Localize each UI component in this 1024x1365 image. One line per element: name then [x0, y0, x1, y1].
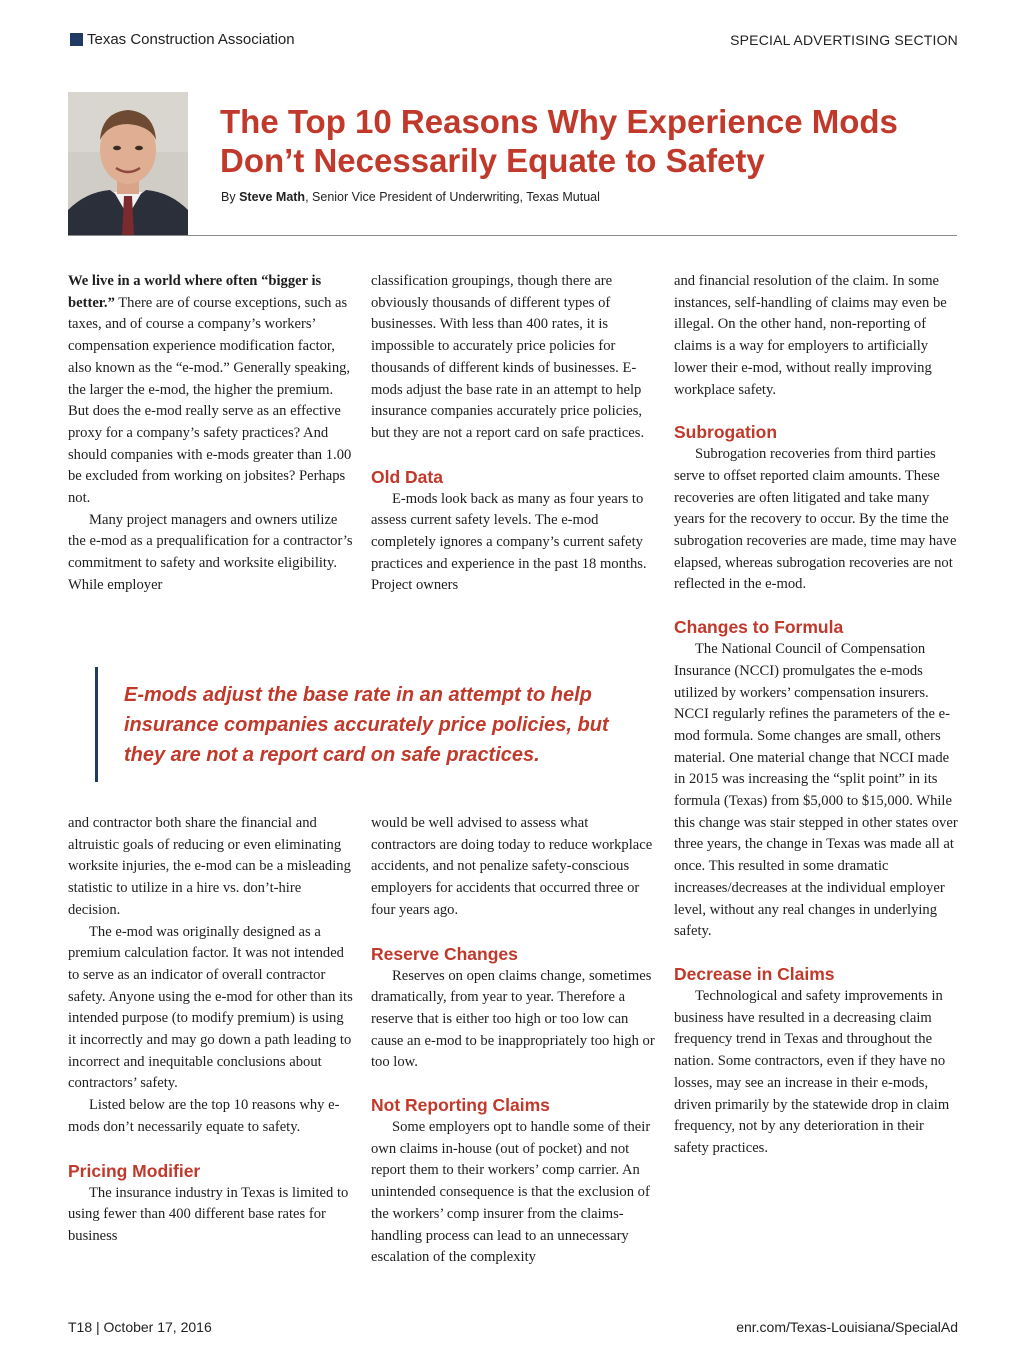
column-2-bottom — [371, 813, 656, 1269]
section-heading-not-reporting-claims: Not Reporting Claims — [371, 1095, 550, 1116]
paragraph: classification groupings, though there are obviously thousands of different types of businesses. With less than 400 rates, it is impossible to accurately price policies for thousands of different kinds of businesses. E-mods adjust the base rate in an attempt to help insurance companies accurately price policies, but they are not a report card on safe practices. — [371, 273, 645, 441]
column-2-top — [371, 271, 656, 597]
section-heading-changes-to-formula: Changes to Formula — [674, 617, 844, 638]
paragraph: Subrogation recoveries from third parties serve to offset reported claim amounts. These recoveries are often litigated and take many years for the recovery to occur. By the time the subrogation recoveries are made, time may have elapsed, whereas subrogation recoveries are not reflected in the e-mod. — [674, 446, 957, 593]
article-title-line2: Don’t Necessarily Equate to Safety — [220, 142, 765, 179]
intro-text: There are of course exceptions, such as taxes, and of course a company’s workers’ compensation experience modification factor, also known as the “e-mod.” Generally speaking, the larger the e-mod, the higher the premium. But does the e-mod really serve as an effective proxy for a company’s safety practices? And should companies with e-mods greater than 1.00 be excluded from working on jobsites? Perhaps not. — [68, 294, 352, 507]
organization-label — [70, 31, 295, 48]
section-label: SPECIAL ADVERTISING SECTION — [730, 32, 958, 48]
section-heading-old-data: Old Data — [371, 466, 443, 487]
paragraph: would be well advised to assess what contractors are doing today to reduce workplace accidents, and not penalize safety-conscious employers for accidents that occurred three or four years ago. — [371, 815, 653, 918]
article-title-line1: The Top 10 Reasons Why Experience Mods — [220, 103, 898, 140]
paragraph: The National Council of Compensation Insurance (NCCI) promulgates the e-mods utilized by workers’ compensation insurers. NCCI regularly refines the parameters of the e-mod formula. Some changes are small, others material. One material change that NCCI made in 2015 was increasing the “split point” in its formula (Texas) from $5,000 to $15,000. While this change was stair stepped in other states over three years, the change in Texas was made all at once. This resulted in some dramatic increases/decreases at the individual employer level, without any real changes in underlying safety. — [674, 641, 958, 940]
byline — [221, 190, 600, 204]
pull-quote-bar — [95, 667, 98, 782]
brand-square-icon — [70, 33, 83, 46]
intro-paragraph — [68, 271, 353, 510]
paragraph: The insurance industry in Texas is limited to using fewer than 400 different base rates for business — [68, 1184, 349, 1244]
section-heading-reserve-changes: Reserve Changes — [371, 943, 518, 964]
column-3 — [674, 271, 960, 1160]
section-heading-pricing-modifier: Pricing Modifier — [68, 1160, 201, 1181]
author-role: , Senior Vice President of Underwriting, Texas Mutual — [305, 190, 600, 204]
intro-lead: We live in a world where often “bigger is better.” — [68, 273, 322, 311]
author-name: Steve Math — [239, 190, 306, 204]
paragraph: Technological and safety improvements in business have resulted in a decreasing claim frequency trend in Texas and throughout the nation. Some contractors, even if they have no losses, may see an increase in their e-mods, driven primarily by the statewide drop in claim frequency, not by any deterioration in their safety practices. — [674, 987, 950, 1156]
article-title — [220, 102, 960, 180]
paragraph: Many project managers and owners utilize the e-mod as a prequalification for a contractor’s commitment to safety and worksite eligibility. While employer — [68, 511, 353, 593]
header-divider — [68, 235, 957, 236]
footer-url[interactable]: enr.com/Texas-Louisiana/SpecialAd — [736, 1319, 958, 1335]
portrait-illustration — [68, 92, 188, 235]
paragraph: Reserves on open claims change, sometimes dramatically, from year to year. Therefore a reserve that is either too high or too low can cause an e-mod to be inappropriately too high or too low. — [371, 967, 655, 1071]
paragraph: The e-mod was originally designed as a premium calculation factor. It was not intended to serve as an indicator of overall contractor safety. Anyone using the e-mod for other than its intended purpose (to modify premium) is using it incorrectly and may go down a path leading to incorrect and inequitable conclusions about contractors’ safety. — [68, 923, 353, 1092]
paragraph: Some employers opt to handle some of their own claims in-house (out of pocket) and not report them to their workers’ comp carrier. An unintended consequence is that the exclusion of the workers’ comp insurer from the claims-handling process can lead to an unnecessary escalation of the complexity — [371, 1119, 651, 1266]
pull-quote: E-mods adjust the base rate in an attempt to help insurance companies accurately price policies, but they are not a report card on safe practices. — [124, 684, 609, 766]
page-number-date: T18 | October 17, 2016 — [68, 1319, 212, 1335]
paragraph: and financial resolution of the claim. In some instances, self-handling of claims may even be illegal. On the other hand, non-reporting of claims is a way for employers to artificially lower their e-mod, without really improving workplace safety. — [674, 273, 947, 398]
column-1-top — [68, 271, 353, 597]
paragraph: E-mods look back as many as four years to assess current safety levels. The e-mod completely ignores a company’s current safety practices and experience in the past 18 months. Project owners — [371, 490, 647, 594]
author-portrait — [68, 92, 188, 235]
column-1-bottom — [68, 813, 353, 1248]
organization-name: Texas Construction Association — [87, 31, 295, 48]
paragraph: Listed below are the top 10 reasons why e-mods don’t necessarily equate to safety. — [68, 1097, 340, 1135]
section-heading-decrease-in-claims: Decrease in Claims — [674, 963, 835, 984]
paragraph: and contractor both share the financial and altruistic goals of reducing or even eliminating worksite injuries, the e-mod can be a misleading statistic to utilize in a hire vs. don’t-hire decision. — [68, 815, 351, 918]
section-heading-subrogation: Subrogation — [674, 422, 778, 443]
byline-prefix: By — [221, 190, 236, 204]
